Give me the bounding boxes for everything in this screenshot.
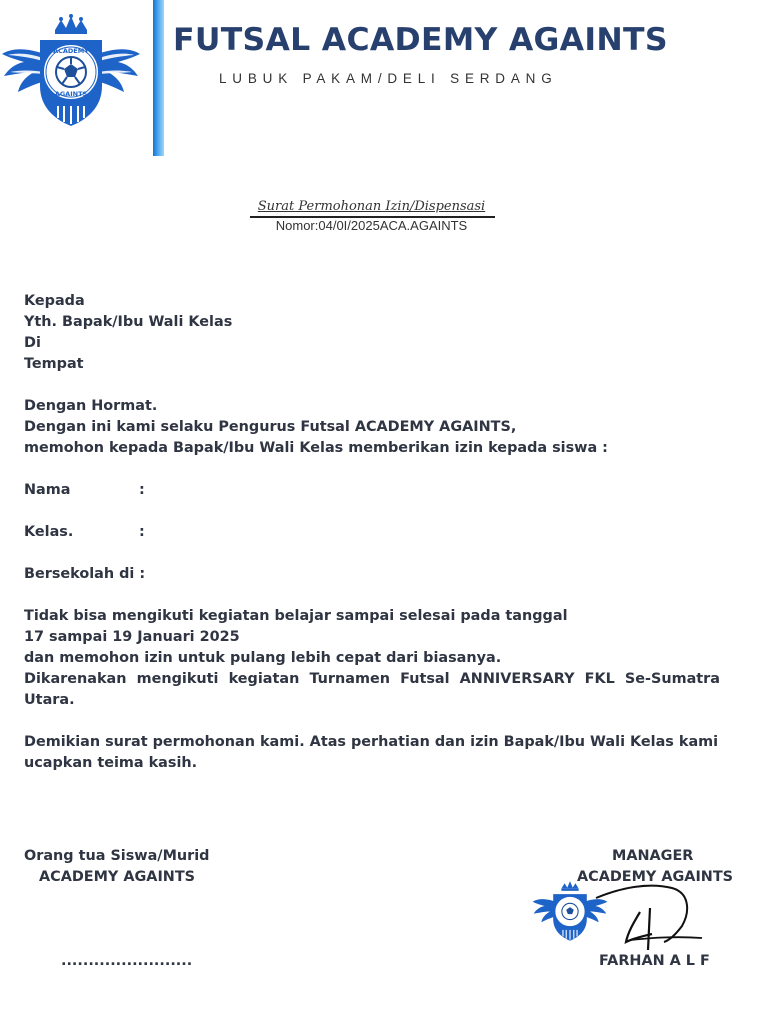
field-label: Kelas.: [24, 524, 74, 540]
student-name-field: [24, 480, 720, 501]
letter-number: Nomor:04/0I/2025ACA.AGAINTS: [275, 218, 468, 233]
paragraph-line: Tidak bisa mengikuti kegiatan belajar sampai selesai pada tanggal: [24, 608, 568, 624]
manager-name: FARHAN A L F: [599, 953, 710, 969]
field-colon: :: [139, 524, 145, 540]
school-field: Bersekolah di :: [24, 566, 146, 582]
manager-signature-role: MANAGER: [612, 848, 694, 864]
paragraph-line: Dikarenakan mengikuti kegiatan Turnamen Futsal ANNIVERSARY FKL Se-Sumatra: [24, 671, 720, 687]
svg-text:ACADEMY: ACADEMY: [53, 47, 89, 55]
closing-line: Demikian surat permohonan kami. Atas perhatian dan izin Bapak/Ibu Wali Kelas kami: [24, 734, 719, 750]
manager-signature-org: ACADEMY AGAINTS: [577, 869, 734, 885]
recipient-line: Tempat: [24, 356, 84, 372]
signature-mark: [590, 884, 708, 954]
parent-signature-role: Orang tua Siswa/Murid: [24, 848, 210, 864]
intro-line: memohon kepada Bapak/Ibu Wali Kelas memberikan izin kepada siswa :: [24, 440, 608, 456]
recipient-line: Di: [24, 335, 41, 351]
paragraph-line: Utara.: [24, 692, 75, 708]
parent-signature-org: ACADEMY AGAINTS: [39, 869, 196, 885]
paragraph-line: 17 sampai 19 Januari 2025: [24, 629, 240, 645]
recipient-line: Kepada: [24, 293, 85, 309]
parent-signature-placeholder: ........................: [61, 953, 193, 969]
letter-body: [24, 291, 720, 774]
organization-location: LUBUK PAKAM/DELI SERDANG: [219, 71, 558, 86]
field-label: Nama: [24, 482, 71, 498]
svg-text:AGAINTS: AGAINTS: [54, 90, 88, 98]
intro-line: Dengan ini kami selaku Pengurus Futsal ACADEMY AGAINTS,: [24, 419, 517, 435]
closing-line: ucapkan teima kasih.: [24, 755, 198, 771]
letter-title: Surat Permohonan Izin/Dispensasi: [257, 199, 486, 214]
academy-logo-icon: [0, 14, 142, 132]
recipient-line: Yth. Bapak/Ibu Wali Kelas: [24, 314, 233, 330]
student-class-field: [24, 522, 720, 543]
paragraph-line: dan memohon izin untuk pulang lebih cepat dari biasanya.: [24, 650, 502, 666]
greeting: Dengan Hormat.: [24, 398, 158, 414]
field-colon: :: [139, 482, 145, 498]
organization-name: FUTSAL ACADEMY AGAINTS: [173, 22, 668, 58]
header-accent-bar: [153, 0, 164, 156]
